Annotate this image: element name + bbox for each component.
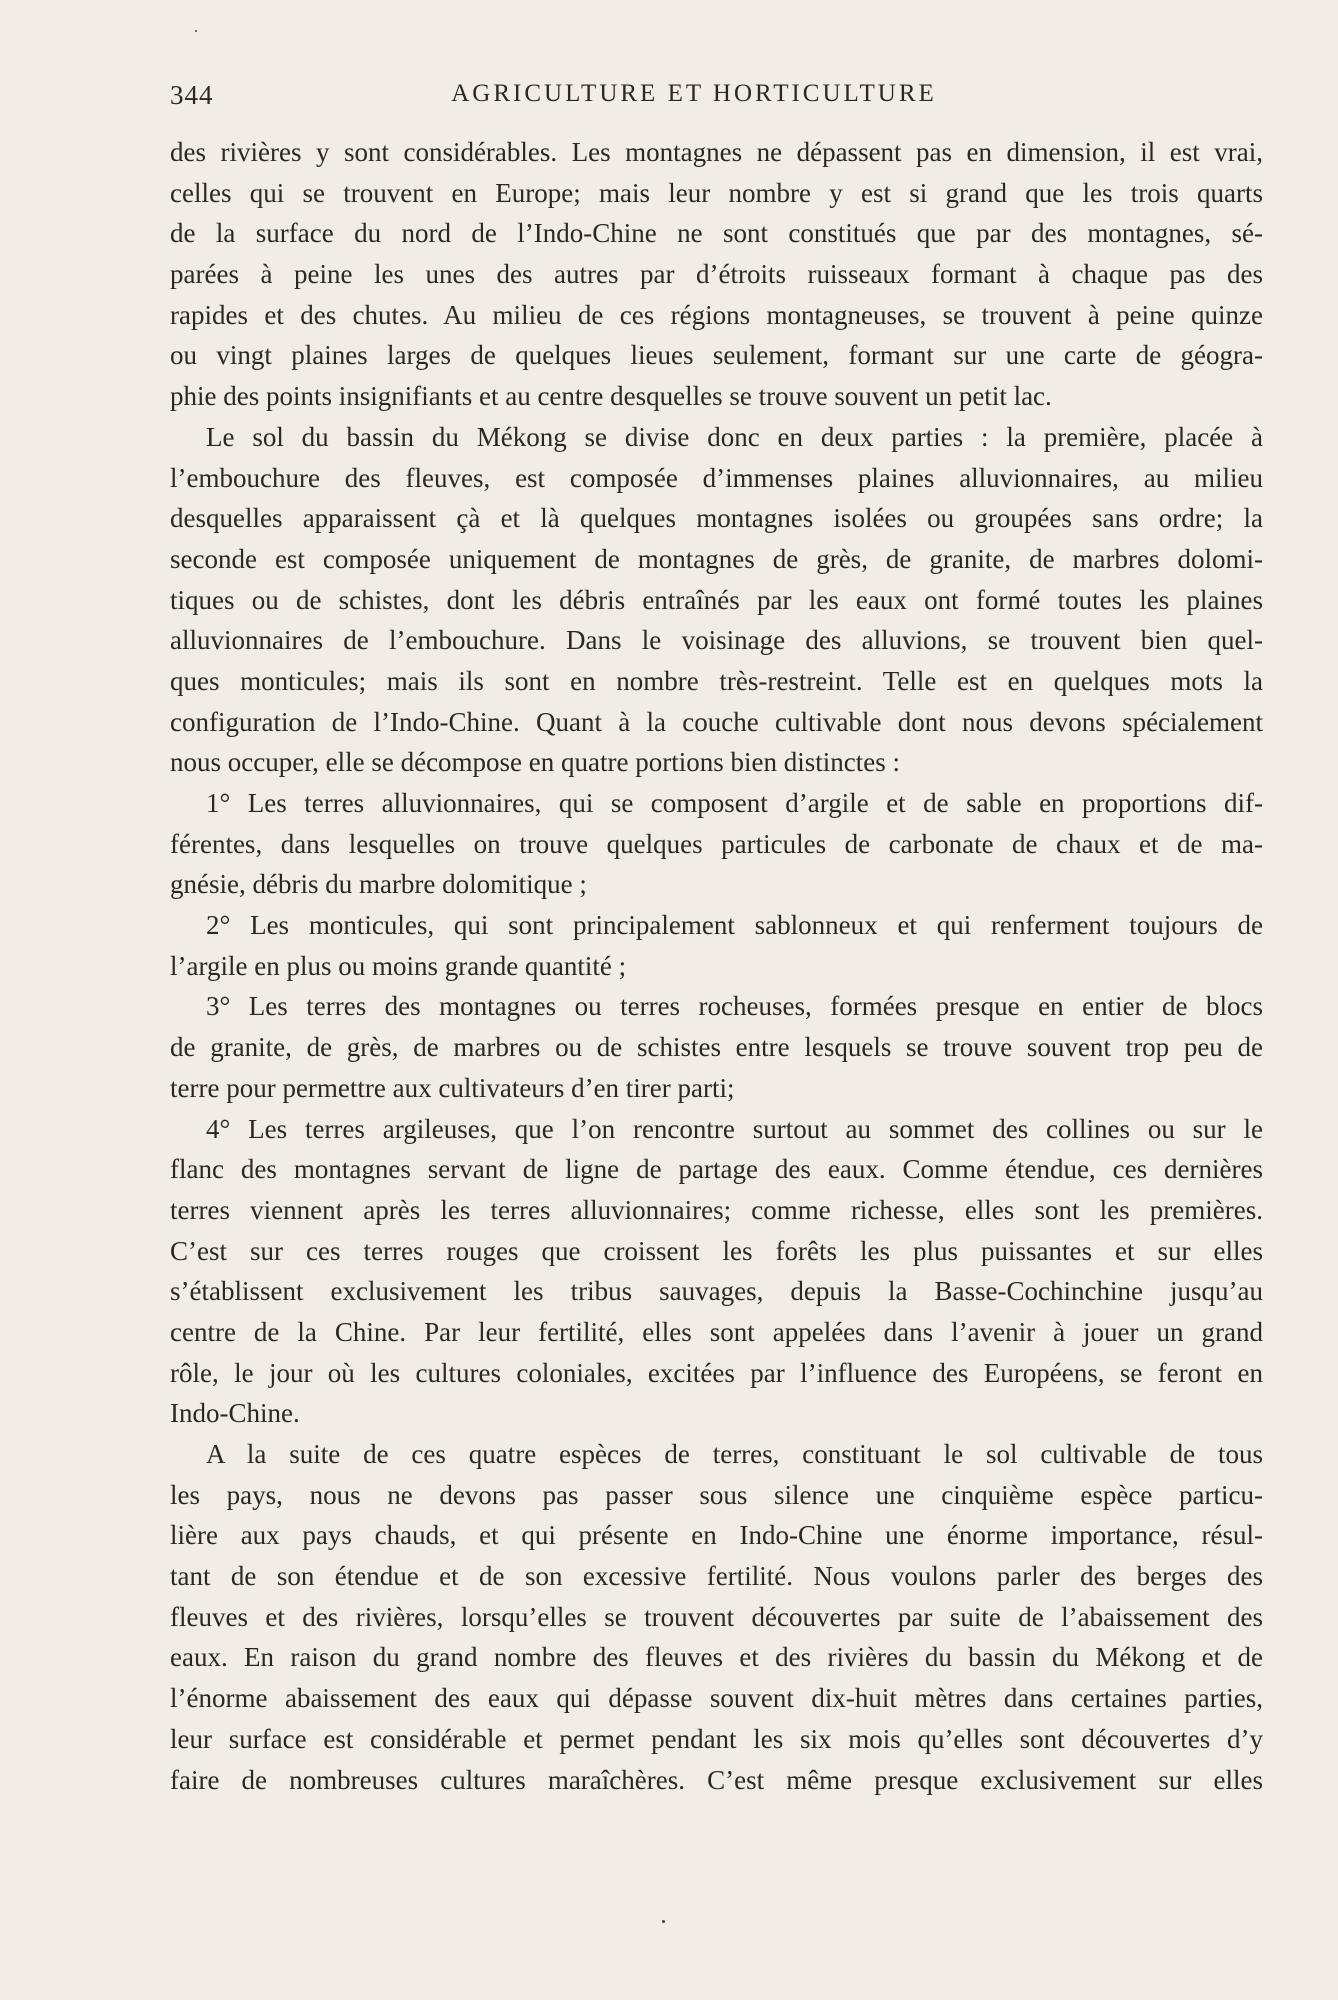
text-line: terres viennent après les terres alluvionnaires; comme richesse, elles sont les premières. <box>170 1194 1263 1225</box>
text-line: flanc des montagnes servant de ligne de partage des eaux. Comme étendue, ces dernières <box>170 1154 1263 1185</box>
text-line: rapides et des chutes. Au milieu de ces régions montagneuses, se trouvent à peine quinze <box>170 299 1263 330</box>
speck-mark <box>662 1920 665 1923</box>
text-line: centre de la Chine. Par leur fertilité, elles sont appelées dans l’avenir à jouer un grand <box>170 1316 1263 1347</box>
page-number: 344 <box>170 80 214 110</box>
text-line: configuration de l’Indo-Chine. Quant à la couche cultivable dont nous devons spécialement <box>170 706 1263 737</box>
text-line: tiques ou de schistes, dont les débris entraînés par les eaux ont formé toutes les plaines <box>170 584 1263 615</box>
text-line: de granite, de grès, de marbres ou de schistes entre lesquels se trouve souvent trop peu de <box>170 1032 1263 1063</box>
text-line: leur surface est considérable et permet pendant les six mois qu’elles sont découvertes d’y <box>170 1723 1263 1754</box>
text-line: l’argile en plus ou moins grande quantité ; <box>170 950 627 981</box>
text-line: de la surface du nord de l’Indo-Chine ne sont constitués que par des montagnes, sé- <box>170 218 1263 249</box>
text-line: lière aux pays chauds, et qui présente en Indo-Chine une énorme importance, résul- <box>170 1520 1263 1551</box>
text-line: rôle, le jour où les cultures coloniales, excitées par l’influence des Européens, se feront en <box>170 1357 1263 1388</box>
text-line: nous occuper, elle se décompose en quatre portions bien distinctes : <box>170 747 900 778</box>
text-line: l’énorme abaissement des eaux qui dépasse souvent dix-huit mètres dans certaines parties, <box>170 1683 1263 1714</box>
text-line: ou vingt plaines larges de quelques lieues seulement, formant sur une carte de géogra- <box>170 340 1263 371</box>
text-line: C’est sur ces terres rouges que croissent les forêts les plus puissantes et sur elles <box>170 1235 1263 1266</box>
text-line: férentes, dans lesquelles on trouve quelques particules de carbonate de chaux et de ma- <box>170 828 1263 859</box>
text-line: eaux. En raison du grand nombre des fleuves et des rivières du bassin du Mékong et de <box>170 1642 1263 1673</box>
text-line: des rivières y sont considérables. Les montagnes ne dépassent pas en dimension, il est vrai, <box>170 137 1263 167</box>
text-line: parées à peine les unes des autres par d’étroits ruisseaux formant à chaque pas des <box>170 259 1263 290</box>
text-line: l’embouchure des fleuves, est composée d’immenses plaines alluvionnaires, au milieu <box>170 462 1263 493</box>
text-line: seconde est composée uniquement de montagnes de grès, de granite, de marbres dolomi- <box>170 543 1263 574</box>
text-line: Le sol du bassin du Mékong se divise donc en deux parties : la première, placée à <box>206 421 1263 452</box>
text-line: 1° Les terres alluvionnaires, qui se composent d’argile et de sable en proportions dif- <box>206 788 1263 818</box>
text-line: gnésie, débris du marbre dolomitique ; <box>170 869 587 900</box>
text-line: celles qui se trouvent en Europe; mais leur nombre y est si grand que les trois quarts <box>170 177 1263 208</box>
text-line: alluvionnaires de l’embouchure. Dans le voisinage des alluvions, se trouvent bien quel- <box>170 625 1263 656</box>
text-line: Indo-Chine. <box>170 1398 300 1429</box>
text-line: les pays, nous ne devons pas passer sous silence une cinquième espèce particu- <box>170 1479 1263 1510</box>
speck-mark <box>195 30 197 32</box>
body-text <box>170 132 1263 1800</box>
text-line: A la suite de ces quatre espèces de terres, constituant le sol cultivable de tous <box>206 1439 1263 1469</box>
text-line: tant de son étendue et de son excessive fertilité. Nous voulons parler des berges des <box>170 1561 1263 1592</box>
text-line: ques monticules; mais ils sont en nombre très-restreint. Telle est en quelques mots la <box>170 665 1263 696</box>
text-line: 3° Les terres des montagnes ou terres rocheuses, formées presque en entier de blocs <box>206 991 1263 1022</box>
text-line: faire de nombreuses cultures maraîchères. C’est même presque exclusivement sur elles <box>170 1764 1263 1795</box>
text-line: 2° Les monticules, qui sont principalement sablonneux et qui renferment toujours de <box>206 910 1263 941</box>
text-line: desquelles apparaissent çà et là quelques montagnes isolées ou groupées sans ordre; la <box>170 503 1263 534</box>
running-title: AGRICULTURE ET HORTICULTURE <box>451 80 937 107</box>
text-line: 4° Les terres argileuses, que l’on rencontre surtout au sommet des collines ou sur le <box>206 1113 1263 1144</box>
text-line: terre pour permettre aux cultivateurs d’en tirer parti; <box>170 1072 735 1103</box>
text-line: s’établissent exclusivement les tribus sauvages, depuis la Basse-Cochinchine jusqu’au <box>170 1276 1263 1307</box>
text-line: phie des points insignifiants et au centre desquelles se trouve souvent un petit lac. <box>170 381 1052 412</box>
text-line: fleuves et des rivières, lorsqu’elles se trouvent découvertes par suite de l’abaissement des <box>170 1601 1263 1632</box>
